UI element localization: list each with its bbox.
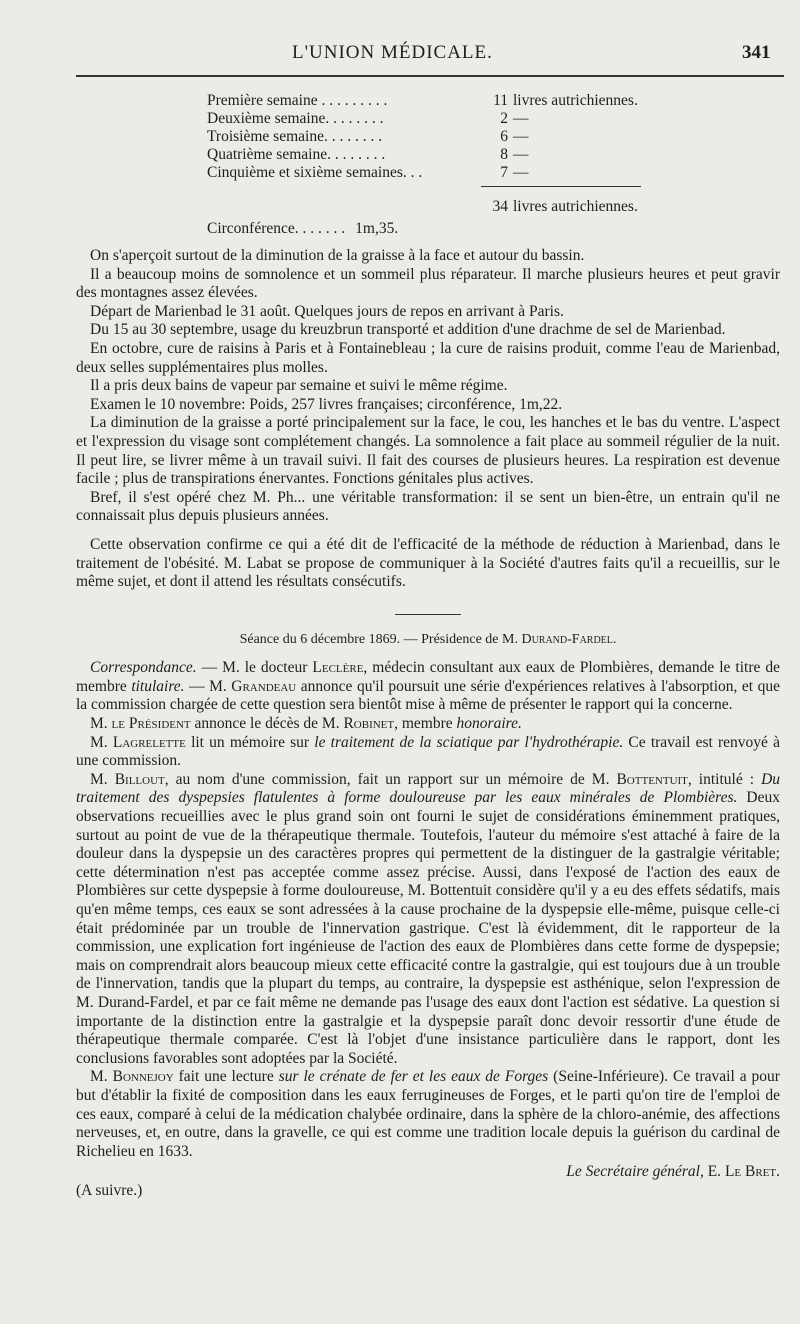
weight-row-value: 2 xyxy=(500,110,508,127)
text-run: lit un mémoire sur xyxy=(185,733,315,751)
weight-total-unit: livres autrichiennes. xyxy=(513,198,638,215)
text-run: fait une lecture xyxy=(173,1068,279,1086)
text-run: M. xyxy=(90,770,115,788)
correspondance-paragraph xyxy=(76,659,780,715)
president-paragraph xyxy=(76,715,780,734)
weight-row-label: Deuxième semaine. . . . . . . . xyxy=(207,110,384,127)
paragraph: Examen le 10 novembre: Poids, 257 livres françaises; circonférence, 1m,22. xyxy=(90,395,563,413)
circumference-value: 1m,35. xyxy=(355,220,399,237)
paragraph: Du 15 au 30 septembre, usage du kreuzbrun transporté et addition d'une drachme de sel de Marienbad. xyxy=(90,321,726,339)
circumference-line xyxy=(207,220,398,238)
weight-row-value: 11 xyxy=(493,92,508,109)
text-run: , au nom d'une commission, fait un rapport sur un mémoire de M. xyxy=(164,770,617,788)
text-run: M. xyxy=(90,733,113,751)
paragraph: Bref, il s'est opéré chez M. Ph... une véritable transformation: il se sent un bien-être, un entrain qu'il ne connaissait plus depuis plusieurs années. xyxy=(76,488,780,525)
seance-president: Durand-Fardel. xyxy=(521,631,617,647)
text-run: annonce le décès de M. xyxy=(190,715,344,733)
header-rule xyxy=(76,75,784,77)
weight-total xyxy=(207,198,707,216)
person-name: le Président xyxy=(111,715,191,733)
paragraph: On s'aperçoit surtout de la diminution de la graisse à la face et autour du bassin. xyxy=(90,247,585,264)
italic-run: sur le crénate de fer et les eaux de Forges xyxy=(278,1068,549,1086)
text-run: — M. xyxy=(184,677,232,695)
weight-total-value: 34 xyxy=(492,198,508,215)
weight-row-value: 7 xyxy=(500,164,508,181)
paragraph: Cette observation confirme ce qui a été dit de l'efficacité de la méthode de réduction à Marienbad, dans le traitement de l'obésité. M. Labat se propose de communiquer à la Société d'autres faits qu'il a recueillis, sur le même sujet, et dont il attend les résultats consécutifs. xyxy=(76,535,780,591)
weight-row-label: Cinquième et sixième semaines. . . xyxy=(207,164,423,181)
journal-title: L'UNION MÉDICALE. xyxy=(292,42,493,63)
text-run: , intitulé : xyxy=(687,770,762,788)
circumference-label: Circonférence. . . . . . . xyxy=(207,220,346,237)
running-header xyxy=(0,42,800,72)
weight-row-value: 8 xyxy=(500,146,508,163)
seance-heading xyxy=(76,631,780,650)
article-body xyxy=(76,247,780,1201)
total-rule xyxy=(481,186,641,187)
text-run: annonce qu'il poursuit une série d'expériences relatives à l'absorption, et que la commission chargée de cette question sera bientôt mise à même de présenter le rapport qui la concerne. xyxy=(76,677,780,714)
weight-row-unit: — xyxy=(513,164,529,181)
paragraph: Il a pris deux bains de vapeur par semaine et suivi le même régime. xyxy=(90,377,508,395)
text-run: M. xyxy=(90,1068,113,1086)
paragraph: Départ de Marienbad le 31 août. Quelques jours de repos en arrivant à Paris. xyxy=(90,302,564,320)
weight-row-label: Première semaine . . . . . . . . . xyxy=(207,92,388,109)
paragraph: Il a beaucoup moins de somnolence et un sommeil plus réparateur. Il marche plusieurs heures et peut gravir des montagnes assez élevées. xyxy=(76,265,780,302)
italic-run: honoraire. xyxy=(456,715,522,733)
weight-row-value: 6 xyxy=(500,128,508,145)
weight-row-unit: — xyxy=(513,146,529,163)
text-run: , membre xyxy=(394,715,457,733)
seance-date: Séance du 6 décembre 1869. — Présidence de M. xyxy=(239,631,522,647)
person-name: Bottentuit xyxy=(616,770,688,788)
person-name: Grandeau xyxy=(231,677,297,695)
section-divider xyxy=(395,614,461,615)
bonnejoy-paragraph xyxy=(76,1068,780,1161)
signature xyxy=(76,1163,780,1182)
person-name: Robinet xyxy=(343,715,395,733)
weight-row-unit: livres autrichiennes. xyxy=(513,92,638,109)
weight-row-unit: — xyxy=(513,128,529,145)
weight-row-label: Troisième semaine. . . . . . . . xyxy=(207,128,383,145)
text-run: M. xyxy=(90,715,112,733)
person-name: Bonnejoy xyxy=(112,1068,174,1086)
lagrelette-paragraph xyxy=(76,734,780,771)
weight-row-unit: — xyxy=(513,110,529,127)
italic-run: titulaire. xyxy=(131,677,185,695)
weight-row-label: Quatrième semaine. . . . . . . . xyxy=(207,146,386,163)
page-number: 341 xyxy=(742,42,771,63)
billout-paragraph xyxy=(76,771,780,1069)
signature-name: Le Bret. xyxy=(724,1163,780,1181)
italic-run: Du traitement des dyspepsies flatulentes à forme douloureuse par les eaux minérales de Plombières. xyxy=(76,770,781,807)
italic-run: le traitement de la sciatique par l'hydrothérapie. xyxy=(314,733,624,751)
text-run: Deux observations recueillies avec le plus grand soin ont fourni le sujet de considérations éminemment pratiques, surtout au point de vue de la thérapeutique thermale. Toutefois, l'auteur du mémoire s'est attaché à faire de la douleur dans la dyspepsie un des caractères propres qui permettent de la distinguer de la gastralgie véritable; cette détermination n'est pas acceptée comme assez précise. Aussi, dans l'exposé de l'action des eaux de Plombières sur cette dyspepsie à forme douloureuse, M. Bottentuit considère qu'il y a eu des effets sédatifs, mais qu'en même temps, ces eaux se sont adressées à la cause prochaine de la dyspepsie elle-même, puisque celle-ci était prédominée par un trouble de l'innervation gastrique. C'est là évidemment, dit le rapporteur de la commission, une explication fort ingénieuse de l'action des eaux de Plombières dans cette forme de dyspepsie; mais on comprendrait alors beaucoup mieux cette efficacité contre la gastralgie, qui est toujours due à un trouble de l'innervation, tandis que la plupart du temps, au contraire, la dyspepsie est asthénique, selon l'expression de M. Durand-Fardel, et par ce fait même ne demande pas l'usage des eaux dont l'action est sédative. La question si importante de la distinction entre la gastralgie et la dyspepsie paraît donc devoir ressortir d'une étude de thérapeutique thermale comparée. C'est là l'objet d'une insistance particulière dans le rapport, dont les conclusions favorables sont adoptées par la Société. xyxy=(76,789,780,1067)
person-name: Lagrelette xyxy=(112,733,186,751)
person-name: Leclère xyxy=(312,659,364,677)
correspondance-label: Correspondance. xyxy=(90,659,197,677)
paragraph: En octobre, cure de raisins à Paris et à Fontainebleau ; la cure de raisins produit, comme l'eau de Marienbad, deux selles supplémentaires plus molles. xyxy=(76,339,780,376)
signature-role: Le Secrétaire général, xyxy=(566,1163,704,1181)
text-run: (Seine-Inférieure). Ce travail a pour but d'établir la fixité de composition dans les eaux ferrugineuses de Forges, et le parti qu'on tire de l'emploi de ces eaux, comparé à celui de la médication chalybée ordinaire, dans la sphère de la chloro-anémie, des affections nerveuses, et, en outre, dans la gravelle, ce qui est comme une tradition locale depuis la guérison du cardinal de Richelieu en 1633. xyxy=(76,1068,780,1160)
to-be-continued: (A suivre.) xyxy=(76,1181,143,1199)
text-run: Ce travail est renvoyé à une commission. xyxy=(76,733,781,770)
signature-prefix: E. xyxy=(703,1163,725,1181)
text-run: , médecin consultant aux eaux de Plombières, demande le titre de membre xyxy=(76,659,780,695)
paragraph: La diminution de la graisse a porté principalement sur la face, le cou, les hanches et le bas du ventre. L'aspect et l'expression du visage sont complétement changés. La somnolence a fait place au sommeil régulier de la nuit. Il peut lire, se livrer même à un travail suivi. Il fait des courses de plusieurs heures. La respiration est devenue facile ; plus de transpirations énervantes. Fonctions génitales plus actives. xyxy=(76,414,780,488)
text-run: — M. le docteur xyxy=(196,659,313,677)
person-name: Billout xyxy=(114,770,165,788)
